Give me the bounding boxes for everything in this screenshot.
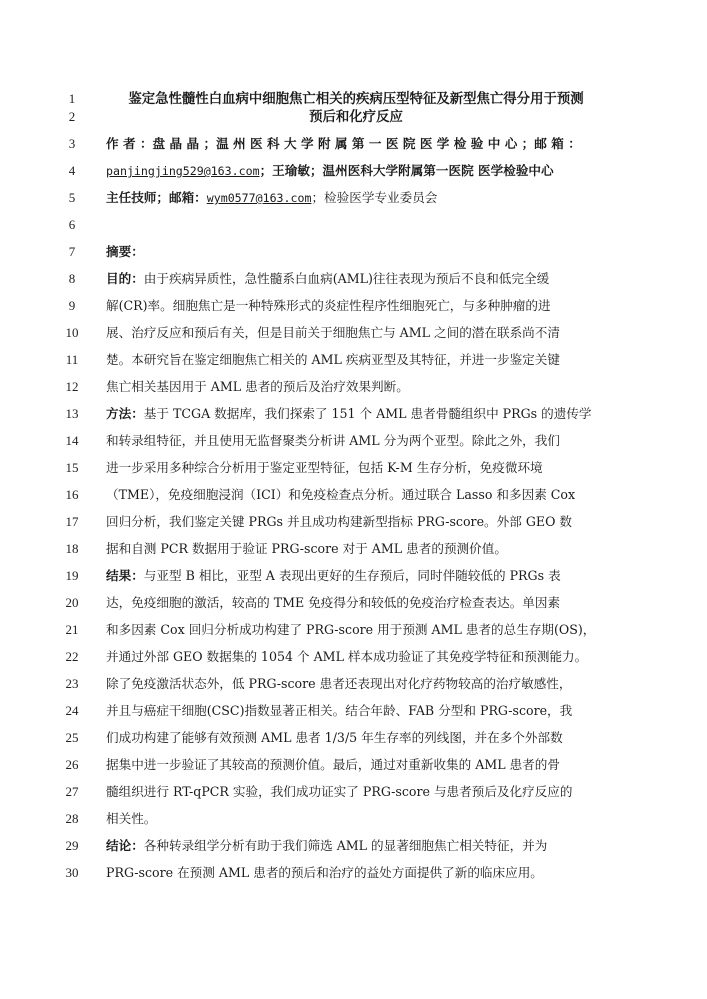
- line-21: [0, 617, 707, 643]
- line-27: [0, 779, 707, 805]
- abstract-line: 展、治疗反应和预后有关，但是目前关于细胞焦亡与 AML 之间的潜在联系尚不清: [106, 325, 560, 340]
- line-number: 15: [65, 460, 79, 475]
- line-22: [0, 644, 707, 670]
- section-label-conclusion: 结论：: [106, 838, 144, 853]
- line-12: [0, 374, 707, 400]
- line-25: [0, 725, 707, 751]
- line-number: 3: [68, 136, 76, 151]
- line-number: 28: [65, 811, 79, 826]
- author-info-2: ；王瑜敏；温州医科大学附属第一医院 医学检验中心: [259, 163, 554, 178]
- line-30: [0, 860, 707, 886]
- line-number: 9: [68, 298, 76, 313]
- line-number: 8: [68, 271, 76, 286]
- abstract-line: 据集中进一步验证了其较高的预测价值。最后，通过对重新收集的 AML 患者的骨: [106, 757, 560, 772]
- line-number: 6: [68, 217, 76, 232]
- author-info-line-5: [106, 185, 606, 211]
- line-number: 19: [65, 568, 79, 583]
- line-3: [0, 131, 707, 157]
- line-number: 22: [65, 649, 79, 664]
- line-18: [0, 536, 707, 562]
- abstract-line: 髓组织进行 RT-qPCR 实验，我们成功证实了 PRG-score 与患者预后及化疗反应的: [106, 784, 573, 799]
- abstract-line: 并通过外部 GEO 数据集的 1054 个 AML 样本成功验证了其免疫学特征和预测能力。: [106, 649, 588, 664]
- email-link[interactable]: wym0577@163.com: [206, 191, 312, 205]
- line-19: [0, 563, 707, 589]
- line-number: 16: [65, 487, 79, 502]
- line-5: [0, 185, 707, 211]
- line-number: 13: [65, 406, 79, 421]
- line-9: [0, 293, 707, 319]
- line-number: 23: [65, 676, 79, 691]
- line-number: 17: [65, 514, 79, 529]
- line-number: 4: [68, 163, 76, 178]
- line-24: [0, 698, 707, 724]
- abstract-line: 相关性。: [106, 811, 157, 826]
- line-number: 14: [65, 433, 79, 448]
- line-16: [0, 482, 707, 508]
- line-15: [0, 455, 707, 481]
- text: 各种转录组学分析有助于我们筛选 AML 的显著细胞焦亡相关特征，并为: [143, 838, 548, 853]
- line-number: 24: [65, 703, 79, 718]
- abstract-line: 和转录组特征，并且使用无监督聚类分析讲 AML 分为两个亚型。除此之外，我们: [106, 433, 560, 448]
- abstract-line: （TME），免疫细胞浸润（ICI）和免疫检查点分析。通过联合 Lasso 和多因素 Cox: [106, 487, 576, 502]
- line-number: 27: [65, 784, 79, 799]
- line-7: [0, 239, 707, 265]
- line-10: [0, 320, 707, 346]
- line-number: 29: [65, 838, 79, 853]
- line-13: [0, 401, 707, 427]
- abstract-line: 和多因素 Cox 回归分析成功构建了 PRG-score 用于预测 AML 患者的总生存期(OS)，: [106, 622, 596, 637]
- section-label-methods: 方法：: [106, 406, 144, 421]
- text: 与亚型 B 相比，亚型 A 表现出更好的生存预后，同时伴随较低的 PRGs 表: [143, 568, 561, 583]
- line-number: 5: [68, 190, 76, 205]
- line-29: [0, 833, 707, 859]
- author-info-line-4: [106, 158, 606, 184]
- abstract-line: 解(CR)率。细胞焦亡是一种特殊形式的炎症性程序性细胞死亡，与多种肿瘤的进: [106, 298, 551, 313]
- abstract-line: 焦亡相关基因用于 AML 患者的预后及治疗效果判断。: [106, 379, 409, 394]
- abstract-line: [106, 563, 606, 589]
- abstract-line: 并且与癌症干细胞(CSC)指数显著正相关。结合年龄、FAB 分型和 PRG-score，我: [106, 703, 573, 718]
- paper-title-continued: 预后和化疗反应: [309, 109, 403, 125]
- line-number: 30: [65, 865, 79, 880]
- abstract-heading: 摘要：: [106, 244, 144, 259]
- author-title: 主任技师；邮箱：: [106, 190, 207, 205]
- text: 基于 TCGA 数据库，我们探索了 151 个 AML 患者骨髓组织中 PRGs 的遗传学: [143, 406, 592, 421]
- line-26: [0, 752, 707, 778]
- section-label-objective: 目的：: [106, 271, 144, 286]
- line-number: 1: [68, 91, 76, 106]
- paper-title: 鉴定急性髓性白血病中细胞焦亡相关的疾病压型特征及新型焦亡得分用于预测: [128, 91, 584, 107]
- committee: ；检验医学专业委员会: [311, 190, 438, 205]
- abstract-line: 楚。本研究旨在鉴定细胞焦亡相关的 AML 疾病亚型及其特征，并进一步鉴定关键: [106, 352, 560, 367]
- line-28: [0, 806, 707, 832]
- line-20: [0, 590, 707, 616]
- abstract-line: 们成功构建了能够有效预测 AML 患者 1/3/5 年生存率的列线图，并在多个外部数: [106, 730, 563, 745]
- line-2: [0, 104, 707, 130]
- section-label-results: 结果：: [106, 568, 144, 583]
- text: 由于疾病异质性，急性髓系白血病(AML)往往表现为预后不良和低完全缓: [143, 271, 550, 286]
- abstract-line: 达，免疫细胞的激活，较高的 TME 免疫得分和较低的免疫治疗检查表达。单因素: [106, 595, 561, 610]
- line-11: [0, 347, 707, 373]
- abstract-line: [106, 833, 606, 859]
- line-number: 10: [65, 325, 79, 340]
- line-number: 20: [65, 595, 79, 610]
- line-number: 21: [65, 622, 79, 637]
- line-number: 2: [68, 109, 76, 124]
- abstract-line: 进一步采用多种综合分析用于鉴定亚型特征，包括 K-M 生存分析，免疫微环境: [106, 460, 543, 475]
- line-14: [0, 428, 707, 454]
- line-4: [0, 158, 707, 184]
- line-number: 7: [68, 244, 76, 259]
- author-info: 作 者 ：盘 晶 晶 ；温 州 医 科 大 学 附 属 第 一 医 院 医 学 检 验 中 心 ；邮 箱 ：: [106, 136, 581, 151]
- abstract-line: 据和自测 PCR 数据用于验证 PRG-score 对于 AML 患者的预测价值。: [106, 541, 507, 556]
- line-number: 12: [65, 379, 79, 394]
- line-number: 18: [65, 541, 79, 556]
- line-17: [0, 509, 707, 535]
- abstract-line: [106, 401, 606, 427]
- line-23: [0, 671, 707, 697]
- line-8: [0, 266, 707, 292]
- email-link[interactable]: panjingjing529@163.com: [106, 164, 260, 178]
- abstract-line: PRG-score 在预测 AML 患者的预后和治疗的益处方面提供了新的临床应用。: [106, 865, 543, 880]
- line-6: [0, 212, 707, 238]
- line-number: 11: [65, 352, 79, 367]
- line-number: 26: [65, 757, 79, 772]
- abstract-line: 除了免疫激活状态外，低 PRG-score 患者还表现出对化疗药物较高的治疗敏感性，: [106, 676, 572, 691]
- abstract-line: 回归分析，我们鉴定关键 PRGs 并且成功构建新型指标 PRG-score。外部 GEO 数: [106, 514, 572, 529]
- abstract-line: [106, 266, 606, 292]
- line-number: 25: [65, 730, 79, 745]
